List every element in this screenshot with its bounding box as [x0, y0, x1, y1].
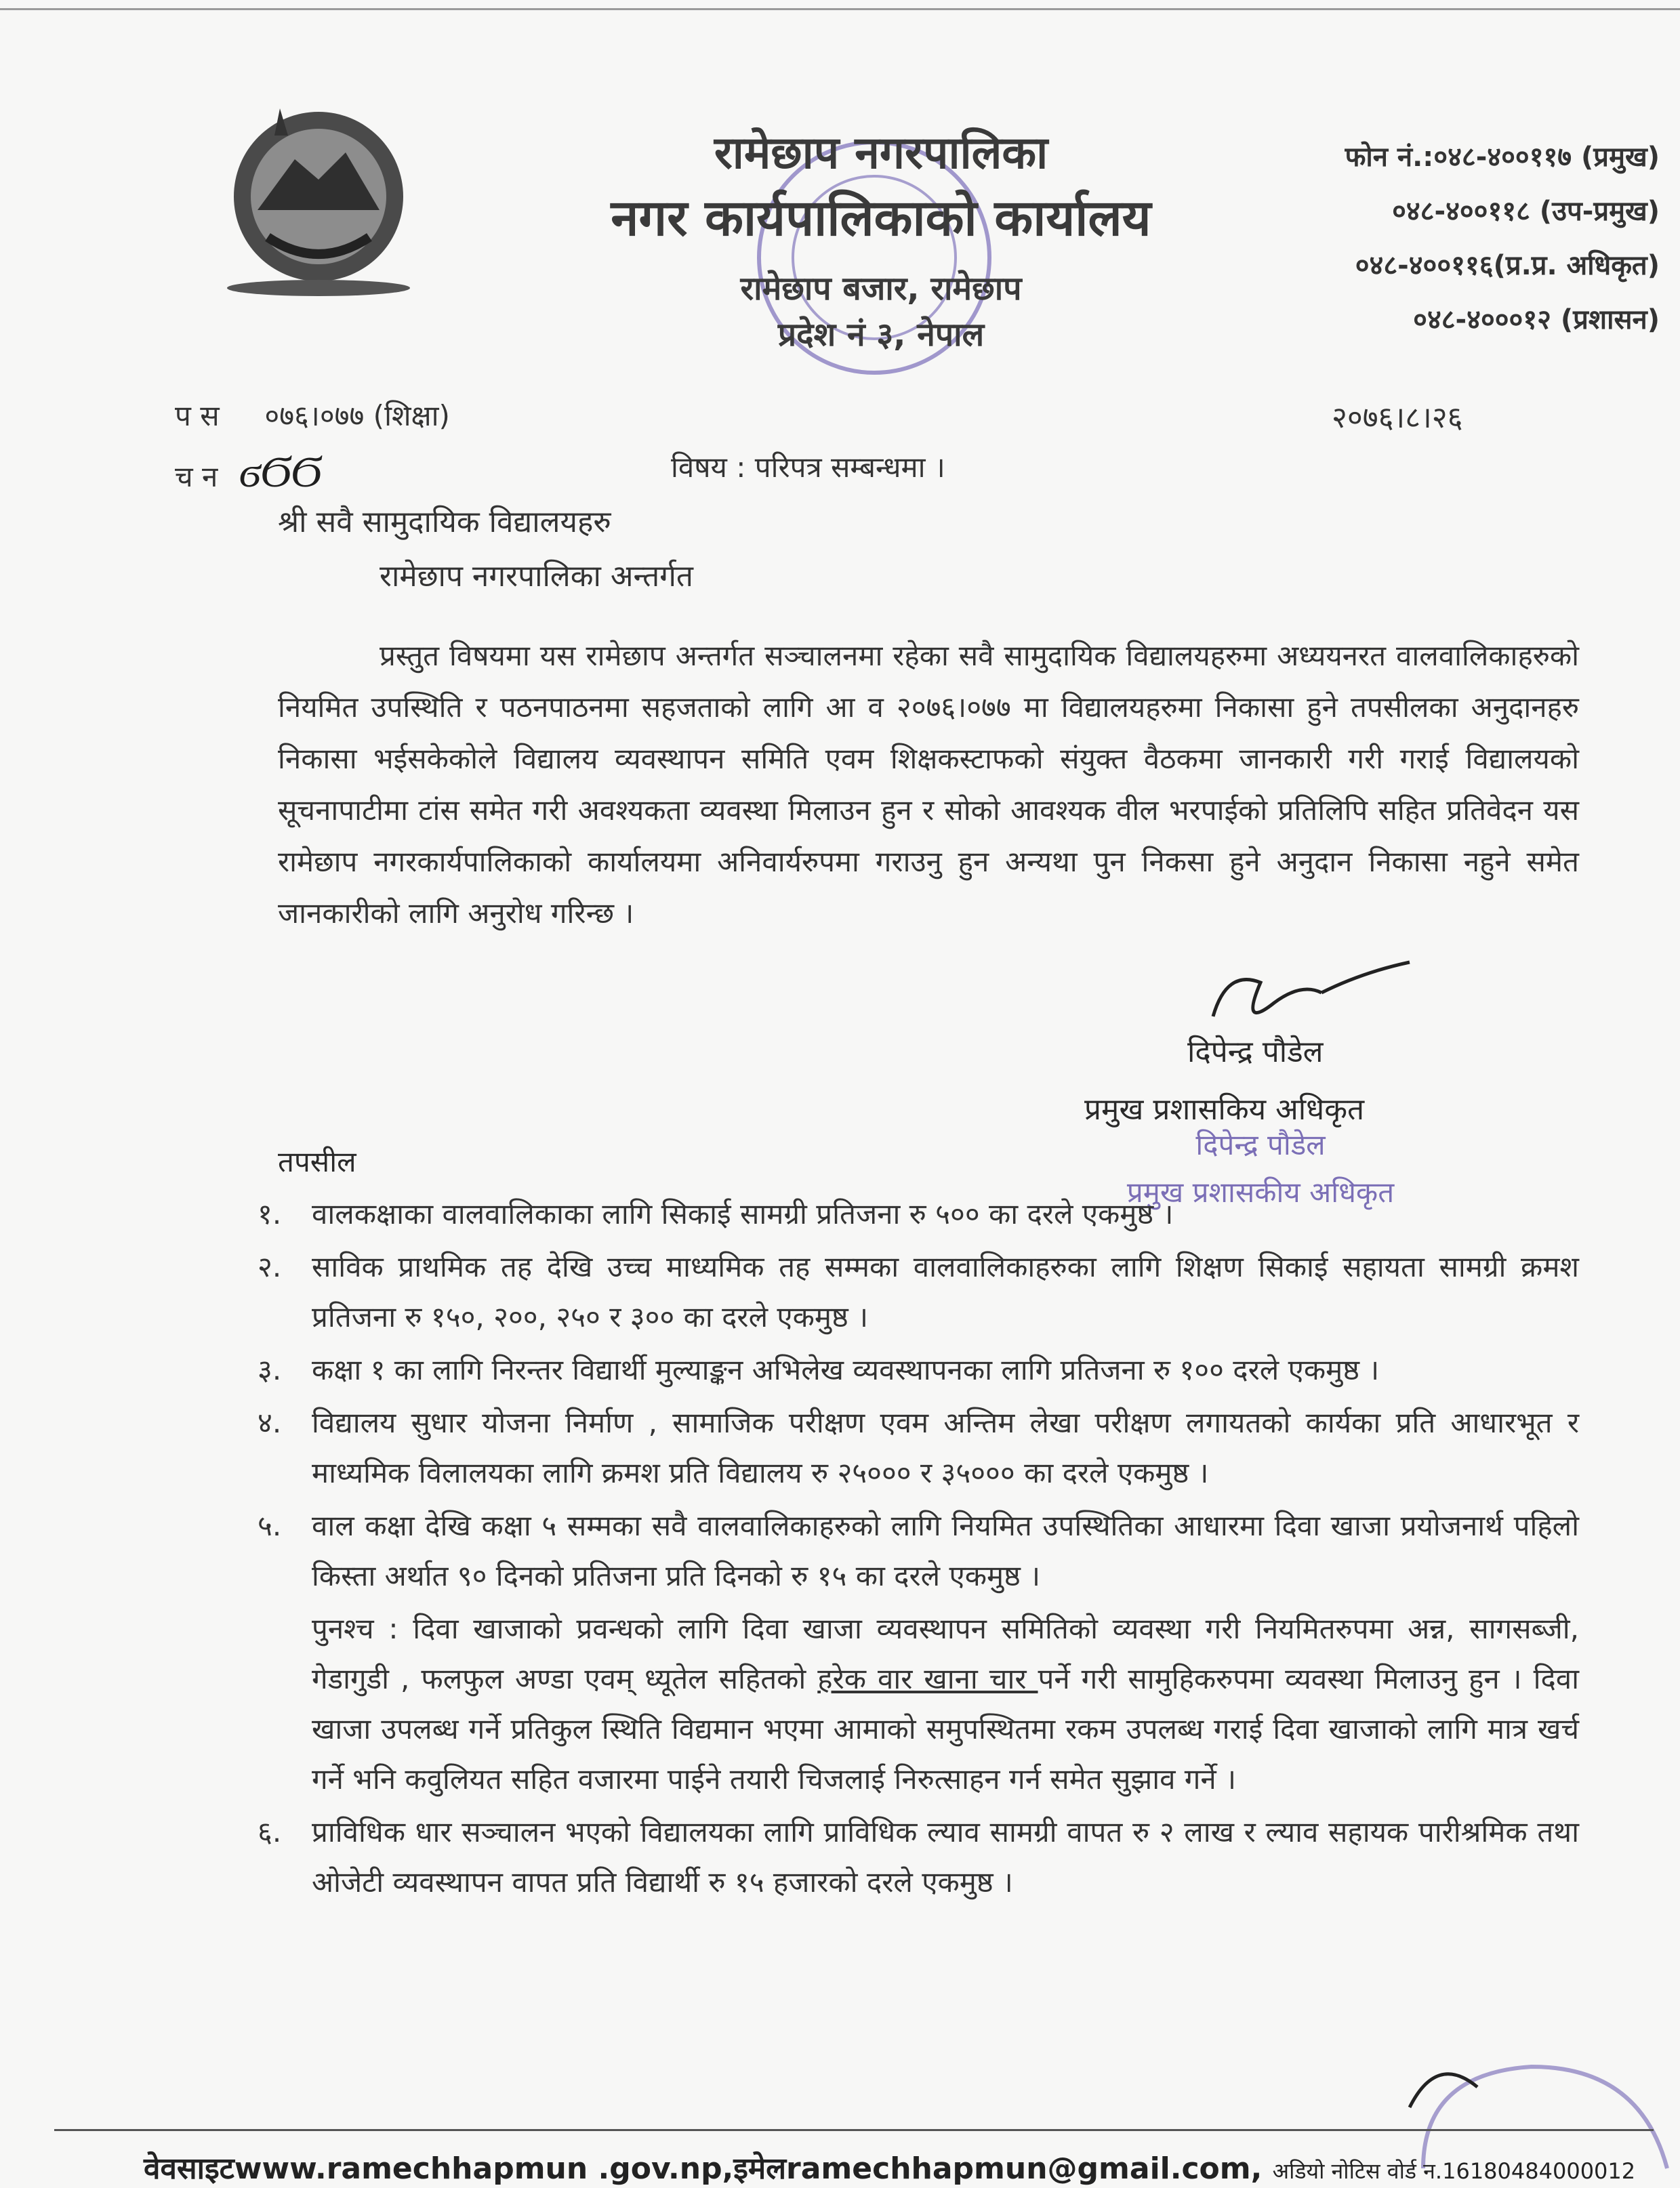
municipality-name: रामेछाप नगरपालिका [714, 127, 1048, 179]
list-item [258, 1345, 1579, 1395]
item-number: ३. [258, 1353, 282, 1386]
cn-label: च न [175, 460, 218, 493]
item-text: साविक प्राथमिक तह देखि उच्च माध्यमिक तह सम्मका वालवालिकाहरुका लागि शिक्षण सिकाई सहायता सामग्री क्रमश प्रतिजना रु १५०, २००, २५० र ३०० का दरले एकमुष्ठ । [312, 1250, 1579, 1334]
phone-admin: ०४८-४०००१२ (प्रशासन) [1413, 304, 1660, 335]
footer-rule [54, 2129, 1654, 2131]
phone-cao: ०४८-४००११६(प्र.प्र. अधिकृत) [1355, 250, 1660, 281]
subject-line: विषय : परिपत्र सम्बन्धमा । [671, 451, 945, 484]
note-underlined: हरेक वार खाना चार [817, 1662, 1038, 1695]
footer-website[interactable]: वेवसाइटwww.ramechhapmun .gov.np,इमेलramechhapmun@gmail.com, [144, 2151, 1263, 2186]
list-item [258, 1501, 1579, 1601]
recipient: श्री सवै सामुदायिक विद्यालयहरु [278, 505, 611, 539]
item-text: कक्षा १ का लागि निरन्तर विद्यार्थी मुल्याङ्कन अभिलेख व्यवस्थापनका लागि प्रतिजना रु १०० दरले एकमुष्ठ । [312, 1353, 1380, 1386]
grant-list [258, 1189, 1579, 1910]
letter-date: २०७६।८।२६ [1332, 400, 1463, 435]
ps-value: ०७६।०७७ (शिक्षा) [264, 399, 450, 432]
footer [144, 2147, 1635, 2187]
stamp-name: दिपेन्द्र पौडेल [1195, 1128, 1326, 1161]
list-item [258, 1242, 1579, 1342]
nepal-emblem-icon [193, 95, 444, 298]
footer-notice: अडियो नोटिस वोर्ड न.16180484000012 [1272, 2158, 1636, 2184]
signatory-name: दिपेन्द्र पौडेल [1187, 1035, 1324, 1069]
item-number [258, 1604, 312, 1804]
note-before: पुनश्च : दिवा खाजाको प्रवन्धको लागि दिवा खाजा व्यवस्थापन समितिको व्यवस्था गरी नियमितरुपमा अन्न, सागसब्जी, गेडागुडी , फलफुल अण्डा एवम् ध्यूतेल सहितको [312, 1612, 1579, 1695]
item-number: ५. [258, 1509, 282, 1542]
cn-value: ϭϬϬ [239, 447, 322, 497]
signatory-title: प्रमुख प्रशासकिय अधिकृत [1084, 1092, 1365, 1127]
item-text: वाल कक्षा देखि कक्षा ५ सम्मका सवै वालवालिकाहरुको लागि नियमित उपस्थितिका आधारमा दिवा खाजा प्रयोजनार्थ पहिलो किस्ता अर्थात ९० दिनको प्रतिजना प्रति दिनको रु १५ का दरले एकमुष्ठ । [312, 1509, 1579, 1592]
phone-chief: फोन नं.:०४८-४००११७ (प्रमुख) [1345, 142, 1660, 173]
note-after: पर्ने गरी सामुहिकरुपमा व्यवस्था मिलाउनु हुन । दिवा खाजा उपलब्ध गर्ने प्रतिकुल स्थिति विद्यमान भएमा आमाको समुपस्थितमा रकम उपलब्ध गराई दिवा खाजाको लागि मात्र खर्च गर्ने भनि कवुलियत सहित वजारमा पाईने तयारी चिजलाई निरुत्साहन गर्न समेत सुझाव गर्ने । [312, 1662, 1579, 1796]
item-number: २. [258, 1250, 282, 1283]
item-number: ६. [258, 1815, 282, 1849]
recipient-under: रामेछाप नगरपालिका अन्तर्गत [380, 559, 693, 594]
list-item [258, 1807, 1579, 1907]
list-item-note [258, 1604, 1579, 1804]
letter-ref [175, 396, 450, 434]
item-number: १. [258, 1197, 282, 1231]
phone-list [1345, 130, 1660, 347]
list-item [258, 1398, 1579, 1498]
item-note-text [312, 1604, 1579, 1804]
tapsil-heading: तपसील [278, 1145, 356, 1178]
stamp-title: प्रमुख प्रशासकीय अधिकृत [1126, 1176, 1395, 1209]
office-address: रामेछाप बजार, रामेछाप [740, 270, 1022, 308]
top-rule [0, 8, 1680, 10]
phone-deputy: ०४८-४००११८ (उप-प्रमुख) [1392, 196, 1660, 227]
office-province: प्रदेश नं ३, नेपाल [777, 316, 985, 354]
item-number: ४. [258, 1406, 282, 1439]
item-text: प्राविधिक धार सञ्चालन भएको विद्यालयका लागि प्राविधिक ल्याव सामग्री वापत रु २ लाख र ल्याव सहायक पारीश्रमिक तथा ओजेटी व्यवस्थापन वापत प्रति विद्यार्थी रु १५ हजारको दरले एकमुष्ठ । [312, 1815, 1579, 1899]
signature-scribble [1200, 955, 1416, 1037]
list-item [258, 1189, 1579, 1239]
dispatch-number [175, 447, 321, 497]
item-text: विद्यालय सुधार योजना निर्माण , सामाजिक परीक्षण एवम अन्तिम लेखा परीक्षण लगायतको कार्यका प्रति आधारभूत र माध्यमिक विलालयका लागि क्रमश प्रति विद्यालय रु २५००० र ३५००० का दरले एकमुष्ठ । [312, 1406, 1579, 1489]
item-text: वालकक्षाका वालवालिकाका लागि सिकाई सामग्री प्रतिजना रु ५०० का दरले एकमुष्ठ । [312, 1197, 1174, 1231]
office-title: नगर कार्यपालिकाको कार्यालय [611, 189, 1151, 247]
body-paragraph: प्रस्तुत विषयमा यस रामेछाप अन्तर्गत सञ्चालनमा रहेका सवै सामुदायिक विद्यालयहरुमा अध्ययनरत वालवालिकाहरुको नियमित उपस्थिति र पठनपाठनमा सहजताको लागि आ व २०७६।०७७ मा विद्यालयहरुमा निकासा हुने तपसीलका अनुदानहरु निकासा भईसकेकोले विद्यालय व्यवस्थापन समिति एवम शिक्षकस्टाफको संयुक्त वैठकमा जानकारी गरी गराई विद्यालयको सूचनापाटीमा टांस समेत गरी अवश्यकता व्यवस्था मिलाउन हुन र सोको आवश्यक वील भरपाईको प्रतिलिपि सहित प्रतिवेदन यस रामेछाप नगरकार्यपालिकाको कार्यालयमा अनिवार्यरुपमा गराउनु हुन अन्यथा पुन निकसा हुने अनुदान निकासा नहुने समेत जानकारीको लागि अनुरोध गरिन्छ । [278, 639, 1579, 930]
ps-label: प स [175, 399, 220, 432]
